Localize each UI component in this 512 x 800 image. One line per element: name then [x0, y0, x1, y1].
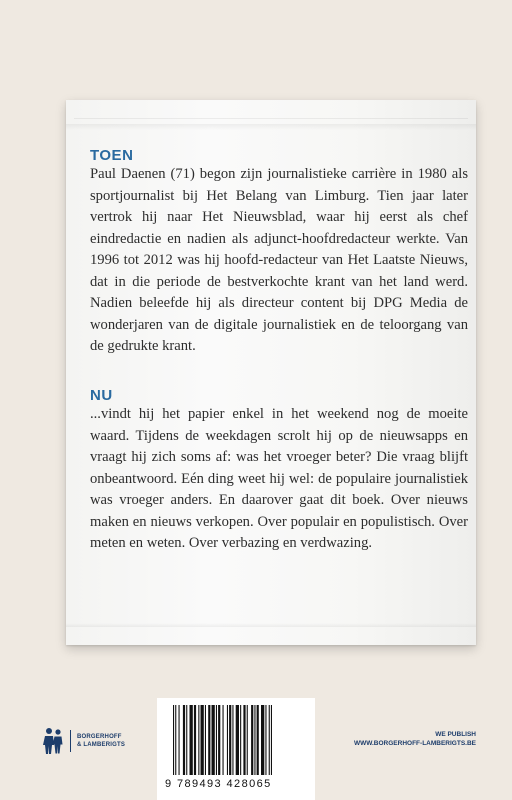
paragraph-toen: Paul Daenen (71) begon zijn journalistieke carrière in 1980 als sportjournalist bij Het Belang van Limburg. Tien jaar later vertrok hij naar Het Nieuwsblad, waar hij eerst als chef eindredactie en nadien als adjunct-hoofdredacteur werkte. Van 1996 tot 2012 was hij hoofd-redacteur van Het Laatste Nieuws, dat in die periode de bestverkochte krant van het land werd. Nadien beleefde hij als directeur content bij DPG Media de wonderjaren van de digitale journalistiek en de teloorgang van de gedrukte krant.: [90, 166, 468, 354]
publisher-name-line2: & LAMBERIGTS: [77, 742, 126, 748]
publisher-website[interactable]: WWW.BORGERHOFF-LAMBERIGTS.BE: [353, 740, 476, 747]
barcode-bar: [218, 705, 220, 775]
barcode-bar: [271, 705, 272, 775]
barcode-bar: [229, 705, 231, 775]
barcode-bar: [223, 705, 224, 775]
barcode-bar: [251, 705, 253, 775]
heading-nu: NU: [90, 387, 113, 404]
barcode-bar: [265, 705, 266, 775]
paper-crease: [74, 100, 468, 119]
barcode-bar: [201, 705, 204, 775]
barcode-bar: [173, 705, 174, 775]
publisher-figures-icon: [42, 727, 66, 755]
barcode-bar: [179, 705, 180, 775]
publisher-name: [77, 733, 125, 749]
barcode-bar: [212, 705, 215, 775]
barcode-bar: [216, 705, 217, 775]
barcode-bar: [236, 705, 239, 775]
publisher-info: [354, 730, 476, 748]
barcode-bar: [232, 705, 233, 775]
barcode-bar: [186, 705, 187, 775]
barcode-bar: [247, 705, 248, 775]
barcode-bar: [194, 705, 196, 775]
barcode-bar: [175, 705, 176, 775]
publisher-logo: [42, 727, 125, 755]
paper-fold-top: [66, 124, 476, 130]
publisher-tagline: WE PUBLISH: [435, 731, 476, 738]
barcode-bar: [243, 705, 245, 775]
paragraph-nu: ...vindt hij het papier enkel in het weekend nog de moeite waard. Tijdens de weekdagen scrolt hij op de nieuwsapps en vraagt hij zich soms af: was het vroeger beter? Die vraag blijft onbeantwoord. Eén ding weet hij wel: de populaire journalistiek was vroeger anders. En daarover gaat dit boek. Over nieuws maken en nieuws verkopen. Over populair en populistisch. Over meten en weten. Over verbazing en verdwazing.: [90, 406, 468, 551]
barcode-bar: [254, 705, 255, 775]
barcode-bar: [269, 705, 270, 775]
barcode-bar: [257, 705, 259, 775]
barcode-bar: [205, 705, 206, 775]
barcode-bar: [183, 705, 185, 775]
barcode-bar: [198, 705, 199, 775]
heading-toen: TOEN: [90, 147, 134, 164]
barcode-bars: [173, 705, 299, 775]
barcode-bar: [240, 705, 241, 775]
publisher-name-line1: BORGERHOFF: [77, 734, 122, 740]
logo-separator: [70, 730, 71, 752]
barcode-bar: [190, 705, 193, 775]
barcode-bar: [261, 705, 264, 775]
barcode-bar: [227, 705, 228, 775]
barcode-bar: [208, 705, 210, 775]
paper-fold-bottom: [66, 623, 476, 627]
barcode: [157, 698, 315, 800]
isbn-number: 9 789493 428065: [165, 778, 272, 790]
